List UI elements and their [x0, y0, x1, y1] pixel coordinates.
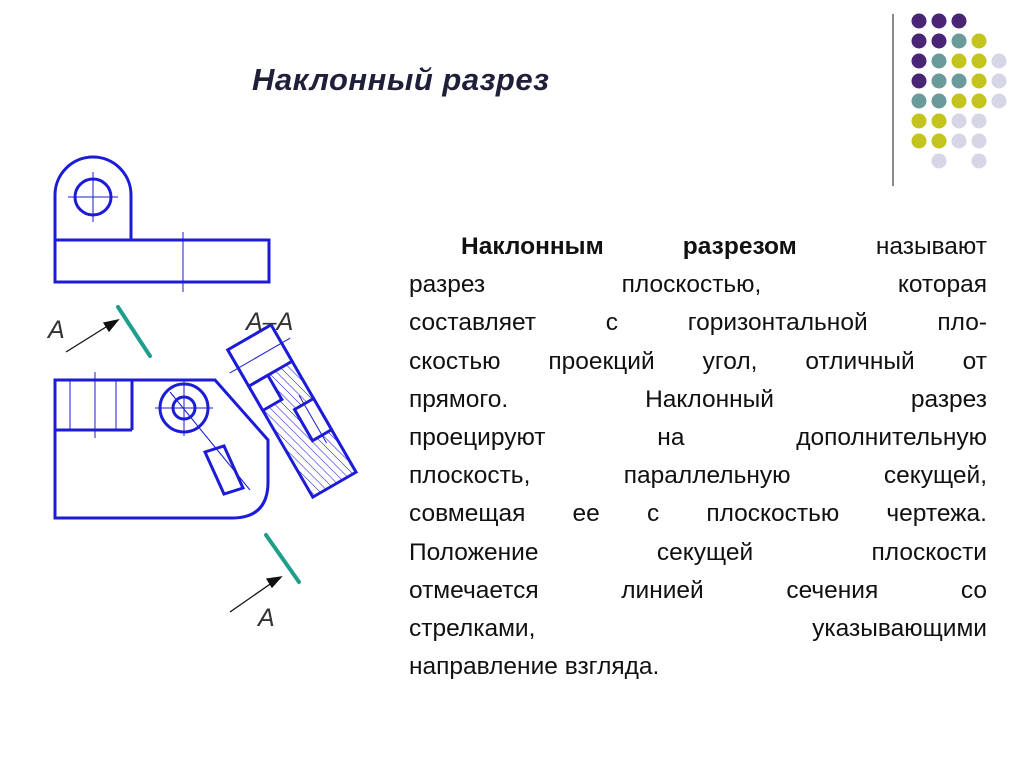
word: параллельную: [623, 462, 791, 490]
text-line: [409, 343, 987, 381]
word: разрез: [409, 271, 486, 299]
word: Наклонный: [645, 385, 774, 413]
text-line: [409, 304, 987, 342]
top-view: [55, 157, 269, 282]
word: составляет: [409, 309, 537, 337]
term-word: Наклонным: [461, 233, 604, 260]
word: которая: [897, 271, 987, 299]
slide-title: Наклонный разрез: [252, 62, 550, 97]
word: чертежа.: [886, 500, 987, 528]
word: плоскостью: [706, 500, 840, 528]
top-view-centerlines: [68, 172, 183, 292]
word: направление: [409, 653, 558, 681]
label-section-a-a: А–А: [246, 308, 294, 336]
word: скостью: [409, 347, 501, 375]
text-line: [409, 572, 987, 610]
text-line: [409, 610, 987, 648]
word: на: [657, 424, 685, 452]
word: проецируют: [409, 424, 546, 452]
section-a-a: [219, 320, 360, 502]
label-a-bottom: A: [258, 604, 275, 632]
vertical-divider: [892, 14, 894, 186]
word: Положение: [409, 538, 539, 566]
inclined-section-drawing: [40, 150, 360, 650]
word: стрелками,: [409, 615, 536, 643]
front-view: [55, 380, 268, 518]
label-a-top: A: [48, 316, 65, 344]
word: совмещая: [409, 500, 526, 528]
word: прямого.: [409, 385, 509, 413]
text-line: [409, 457, 987, 495]
word: секущей,: [883, 462, 987, 490]
word: разрез: [910, 385, 987, 413]
definition-paragraph: [409, 228, 987, 686]
word: отмечается: [409, 576, 539, 604]
word: горизонтальной: [687, 309, 868, 337]
term-word: разрезом: [682, 233, 797, 260]
word: линией: [621, 576, 704, 604]
text-line: [409, 495, 987, 533]
text-line: [409, 419, 987, 457]
text-line: [409, 381, 987, 419]
text-line: [409, 228, 987, 266]
text-line: [409, 266, 987, 304]
word: называют: [875, 233, 987, 260]
word: указывающими: [812, 615, 987, 643]
word: со: [960, 576, 987, 604]
word: проекций: [548, 347, 655, 375]
word: сечения: [786, 576, 879, 604]
word: плоскость,: [409, 462, 531, 490]
text-line: [409, 648, 987, 686]
word: с: [646, 500, 660, 528]
word: ее: [572, 500, 600, 528]
word: секущей: [656, 538, 754, 566]
word: от: [962, 347, 987, 375]
word: плоскостью,: [621, 271, 762, 299]
word: угол,: [702, 347, 758, 375]
word: дополнительную: [796, 424, 987, 452]
word: с: [605, 309, 618, 337]
word: взгляда.: [564, 653, 660, 681]
word: плоскости: [871, 538, 987, 566]
word: отличный: [805, 347, 915, 375]
text-line: [409, 534, 987, 572]
word: пло-: [937, 309, 987, 337]
